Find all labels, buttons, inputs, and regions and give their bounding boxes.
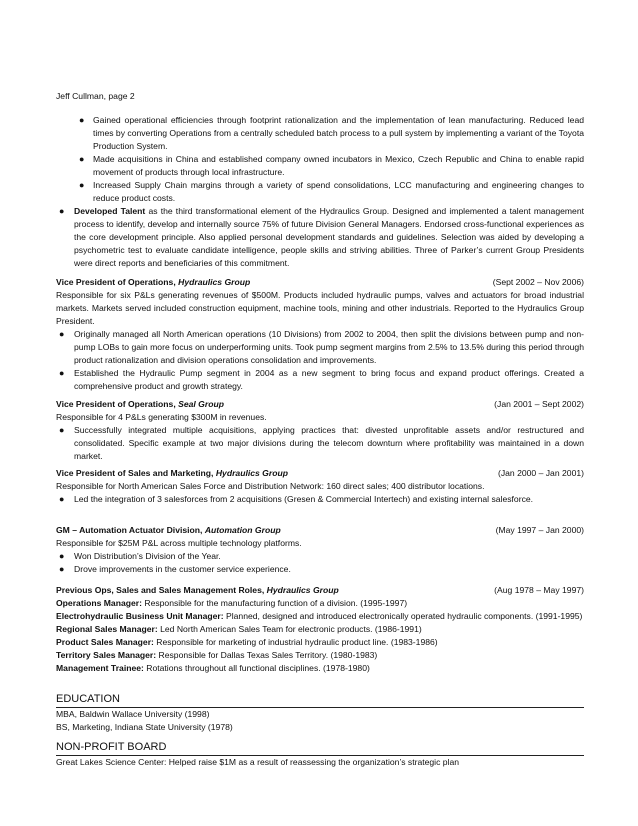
nonprofit-section	[56, 740, 584, 769]
role-header	[56, 467, 584, 480]
role-section	[56, 276, 584, 393]
role-summary: Responsible for North American Sales Force and Distribution Network: 160 direct sales; 400 distributor locations.	[56, 481, 485, 491]
role-bullet-list	[56, 424, 584, 463]
role-summary: Responsible for 4 P&Ls generating $300M in revenues.	[56, 412, 267, 422]
role-dates: (Jan 2001 – Sept 2002)	[494, 399, 584, 409]
previous-role-item: Product Sales Manager: Responsible for marketing of industrial hydraulic product line. (1983-1986)	[56, 637, 438, 647]
role-bullet-list	[56, 493, 584, 506]
list-item: ● Originally managed all North American operations (10 Divisions) from 2002 to 2004, then split the divisions between pump and non-pump LOBs to gain more focus on underperforming units. Took pump segment margins from 2.5% to 13.5% during this period through product rationalization and division operations consolidation and improvements.	[59, 329, 584, 365]
page-header: Jeff Cullman, page 2	[56, 91, 135, 101]
role-dates: (Sept 2002 – Nov 2006)	[492, 277, 584, 287]
role-section	[56, 524, 584, 576]
bullet-icon: ●	[79, 180, 85, 190]
bullet-icon: ●	[59, 494, 65, 504]
list-item: ● Won Distribution’s Division of the Year.	[59, 551, 221, 561]
list-item: ● Established the Hydraulic Pump segment in 2004 as a new segment to bring focus and expand product offerings. Created a comprehensive product and growth strategy.	[59, 368, 584, 391]
role-header	[56, 398, 584, 411]
role-title: GM – Automation Actuator Division,	[56, 525, 205, 535]
role-company: Automation Group	[204, 525, 281, 535]
list-item: ● Gained operational efficiencies through footprint rationalization and the implementation of lean manufacturing. Reduced lead times by converting Operations from a centrally scheduled batch process to a pull system by implementing a variant of the Toyota Production System.	[79, 115, 584, 151]
role-summary: Responsible for six P&Ls generating revenues of $500M. Products included hydraulic pumps, valves and actuators for broad industrial markets. Markets served included construction equipment, machine tools, mining and other industrials. Reported to the Hydraulics Group President.	[56, 290, 584, 326]
previous-role-item: Management Trainee: Rotations throughout all functional disciplines. (1978-1980)	[56, 663, 370, 673]
bullet-icon: ●	[59, 206, 65, 216]
role-title: Vice President of Sales and Marketing,	[56, 468, 216, 478]
bullet-icon: ●	[59, 329, 65, 339]
role-section	[56, 467, 584, 506]
bullet-icon: ●	[59, 368, 65, 378]
education-section	[56, 692, 584, 734]
role-company: Hydraulics Group	[266, 585, 339, 595]
bullet-icon: ●	[59, 551, 65, 561]
role-title: Previous Ops, Sales and Sales Management Roles,	[56, 585, 267, 595]
role-title: Vice President of Operations,	[56, 399, 179, 409]
education-heading: EDUCATION	[56, 692, 584, 708]
list-item: ● Drove improvements in the customer service experience.	[59, 564, 291, 574]
nonprofit-heading: NON-PROFIT BOARD	[56, 740, 584, 756]
education-line: BS, Marketing, Indiana State University (1978)	[56, 722, 233, 732]
role-dates: (May 1997 – Jan 2000)	[495, 525, 584, 535]
role-dates: (Jan 2000 – Jan 2001)	[497, 468, 584, 478]
intro-bullet-list	[56, 114, 584, 205]
role-header	[56, 524, 584, 537]
previous-role-item: Regional Sales Manager: Led North American Sales Team for electronic products. (1986-1991)	[56, 624, 422, 634]
role-summary: Responsible for $25M P&L across multiple technology platforms.	[56, 538, 302, 548]
role-title: Vice President of Operations,	[56, 277, 179, 287]
list-item	[56, 205, 584, 270]
bullet-icon: ●	[79, 115, 85, 125]
role-header	[56, 276, 584, 289]
role-company: Seal Group	[178, 399, 224, 409]
nonprofit-line: Great Lakes Science Center: Helped raise $1M as a result of reassessing the organization’s strategic plan	[56, 757, 460, 767]
developed-talent-text: as the third transformational element of the Hydraulics Group. Designed and implemented a talent management process to identify, develop and internally source 75% of future Division General Managers. Endorsed cross-functional experiences as the core development principle. Also applied personal development standards and guidelines. Selection was aided by developing a psychometric test to evaluate candidate intelligence, people skills and striving abilities. Three of Parker’s current Group Presidents were direct reports and beneficiaries of this commitment.	[74, 206, 584, 268]
role-company: Hydraulics Group	[215, 468, 288, 478]
list-item: ● Led the integration of 3 salesforces from 2 acquisitions (Gresen & Commercial Intertech) and existing internal salesforce.	[59, 494, 534, 504]
role-bullet-list	[56, 550, 584, 576]
role-section	[56, 398, 584, 463]
role-bullet-list	[56, 328, 584, 393]
intro-section	[56, 114, 584, 270]
role-company: Hydraulics Group	[178, 277, 251, 287]
role-dates: (Aug 1978 – May 1997)	[494, 585, 584, 595]
bullet-icon: ●	[59, 425, 65, 435]
developed-talent-lead: Developed Talent	[74, 206, 146, 216]
role-header	[56, 584, 584, 597]
previous-role-item: Territory Sales Manager: Responsible for Dallas Texas Sales Territory. (1980-1983)	[56, 650, 378, 660]
developed-talent-list	[56, 205, 584, 270]
bullet-icon: ●	[59, 564, 65, 574]
list-item: ● Made acquisitions in China and established company owned incubators in Mexico, Czech Republic and China to enable rapid movement of products through local infrastructure.	[79, 154, 584, 177]
previous-role-item: Electrohydraulic Business Unit Manager: Planned, designed and introduced electronically operated hydraulic components. (1991-1995)	[56, 611, 583, 621]
education-line: MBA, Baldwin Wallace University (1998)	[56, 709, 210, 719]
list-item: ● Successfully integrated multiple acquisitions, applying practices that: divested unprofitable assets and/or restructured and consolidated. Specific example at two major divisions during the telecom downturn where profitability was maintained in a down market.	[59, 425, 584, 461]
bullet-icon: ●	[79, 154, 85, 164]
previous-roles-section	[56, 584, 584, 675]
list-item: ● Increased Supply Chain margins through a variety of spend consolidations, LCC manufacturing and engineering changes to reduce product costs.	[79, 180, 584, 203]
previous-role-item: Operations Manager: Responsible for the manufacturing function of a division. (1995-1997)	[56, 598, 408, 608]
